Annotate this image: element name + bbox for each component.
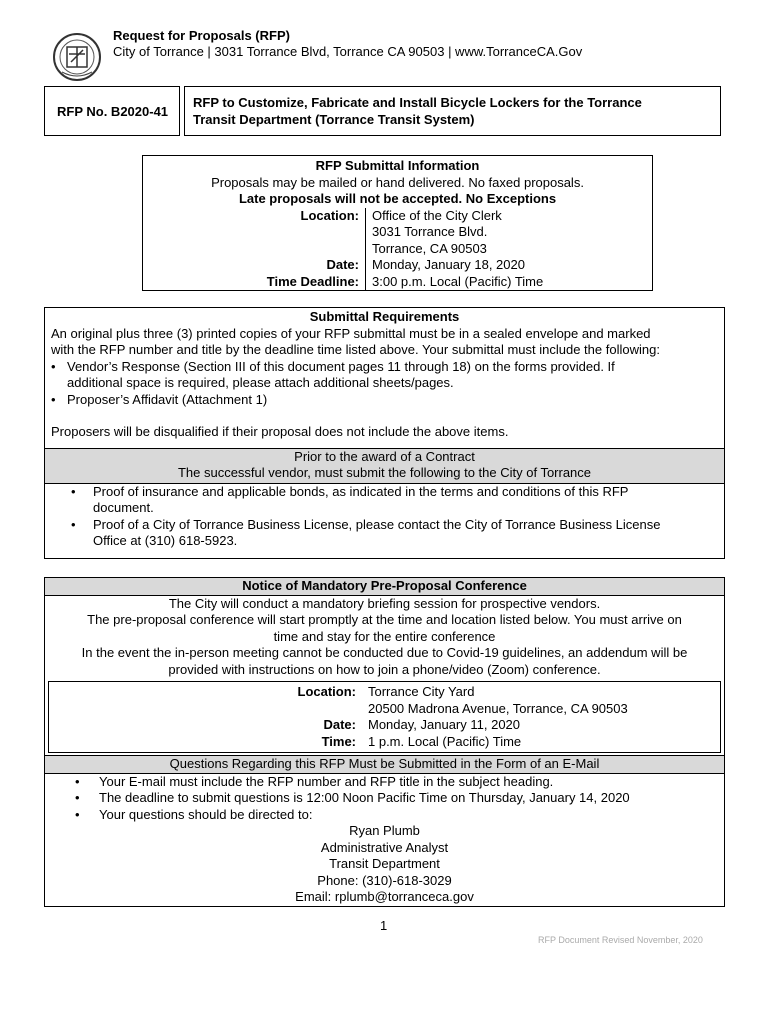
requirements-list <box>51 359 718 409</box>
conference-line5: provided with instructions on how to join a phone/video (Zoom) conference. <box>168 661 601 677</box>
submittal-deadline-label: Time Deadline: <box>266 273 359 289</box>
list-item <box>71 484 724 517</box>
requirements-box <box>44 307 725 559</box>
submittal-info-box <box>142 155 653 291</box>
conference-location-line: Torrance City Yard <box>368 684 475 699</box>
submittal-location-value <box>365 208 502 258</box>
conference-location-label: Location: <box>297 684 356 699</box>
conference-time-label: Time: <box>321 733 356 749</box>
questions-bullet: Your E-mail must include the RFP number and RFP title in the subject heading. <box>99 773 554 789</box>
submittal-location-label: Location: <box>300 207 359 223</box>
award-list <box>45 484 724 550</box>
submittal-location-row <box>143 208 652 258</box>
list-item <box>51 359 718 392</box>
award-heading-line2: The successful vendor, must submit the following to the City of Torrance <box>177 465 592 480</box>
conference-date-label: Date: <box>323 717 356 732</box>
bullet-icon: • <box>75 773 80 789</box>
bullet-icon: • <box>51 391 56 407</box>
conference-heading: Notice of Mandatory Pre-Proposal Conference <box>45 578 724 596</box>
page-number: 1 <box>380 918 388 933</box>
award-bullet2-line1: Proof of a City of Torrance Business License, please contact the City of Torrance Business License <box>93 516 661 532</box>
conference-location-line: 20500 Madrona Avenue, Torrance, CA 90503 <box>368 700 628 716</box>
rfp-title-box <box>184 86 721 136</box>
submittal-date-row <box>143 257 652 274</box>
conference-location-row <box>49 684 720 717</box>
header-subtitle: City of Torrance | 3031 Torrance Blvd, Torrance CA 90503 | www.TorranceCA.Gov <box>113 44 583 59</box>
contact-name: Ryan Plumb <box>349 823 420 838</box>
requirements-disqualify: Proposers will be disqualified if their proposal does not include the above items. <box>51 424 509 439</box>
conference-date-row <box>49 717 720 734</box>
revised-note: RFP Document Revised November, 2020 <box>538 935 703 945</box>
contact-email[interactable]: Email: rplumb@torranceca.gov <box>295 889 474 904</box>
contact-block <box>45 823 724 906</box>
list-item <box>75 807 724 824</box>
conference-line3: time and stay for the entire conference <box>273 628 496 644</box>
conference-line4: In the event the in-person meeting cannot be conducted due to Covid-19 guidelines, an addendum will be <box>81 645 688 660</box>
bullet-icon: • <box>75 806 80 822</box>
bullet-icon: • <box>51 358 56 374</box>
submittal-info-heading: RFP Submittal Information <box>315 158 480 173</box>
conference-date-value: Monday, January 11, 2020 <box>368 717 521 732</box>
list-item <box>71 517 724 550</box>
bullet-icon: • <box>75 790 80 805</box>
list-item <box>75 774 724 791</box>
list-item <box>75 790 724 807</box>
submittal-location-line: 3031 Torrance Blvd. <box>372 224 488 239</box>
conference-location-value <box>362 684 628 717</box>
requirements-heading: Submittal Requirements <box>309 309 460 324</box>
questions-list <box>45 774 724 824</box>
submittal-date-value: Monday, January 18, 2020 <box>365 257 525 274</box>
submittal-deadline-value: 3:00 p.m. Local (Pacific) Time <box>365 274 543 291</box>
requirements-para-line1: An original plus three (3) printed copies of your RFP submittal must be in a sealed envelope and marked <box>51 325 651 341</box>
bullet-icon: • <box>71 516 76 532</box>
rfp-title-line2: Transit Department (Torrance Transit System) <box>193 112 475 127</box>
submittal-info-line1: Proposals may be mailed or hand delivered. No faxed proposals. <box>211 174 584 190</box>
rfp-number-box <box>44 86 180 136</box>
contact-title: Administrative Analyst <box>320 839 449 855</box>
submittal-location-line: Torrance, CA 90503 <box>372 240 487 256</box>
conference-line1: The City will conduct a mandatory briefing session for prospective vendors. <box>168 595 601 611</box>
award-heading-line1: Prior to the award of a Contract <box>294 448 475 464</box>
conference-box <box>44 577 725 907</box>
questions-bullet: The deadline to submit questions is 12:00 Noon Pacific Time on Thursday, January 14, 2020 <box>99 790 630 805</box>
submittal-info-line2: Late proposals will not be accepted. No Exceptions <box>238 191 557 206</box>
award-bullet1-line1: Proof of insurance and applicable bonds, as indicated in the terms and conditions of this RFP <box>93 483 629 499</box>
rfp-number: RFP No. B2020-41 <box>57 104 169 119</box>
submittal-date-label: Date: <box>326 257 359 272</box>
header-title: Request for Proposals (RFP) <box>113 28 290 43</box>
requirements-para-line2: with the RFP number and title by the deadline time listed above. Your submittal must include the following: <box>51 342 660 357</box>
requirements-bullet1-line1: Vendor’s Response (Section III of this document pages 11 through 18) on the forms provided. If <box>67 358 615 374</box>
conference-time-value: 1 p.m. Local (Pacific) Time <box>368 733 522 749</box>
list-item <box>51 392 718 409</box>
bullet-icon: • <box>71 483 76 499</box>
conference-line2: The pre-proposal conference will start promptly at the time and location listed below. You must arrive on <box>87 612 682 627</box>
questions-bullet: Your questions should be directed to: <box>99 806 313 822</box>
rfp-title-line1: RFP to Customize, Fabricate and Install Bicycle Lockers for the Torrance <box>193 95 642 110</box>
contact-department: Transit Department <box>329 856 440 871</box>
conference-time-row <box>49 734 720 751</box>
questions-heading: Questions Regarding this RFP Must be Submitted in the Form of an E-Mail <box>45 755 724 774</box>
conference-details-box <box>48 681 721 753</box>
submittal-location-line: Office of the City Clerk <box>372 207 502 223</box>
requirements-bullet2: Proposer’s Affidavit (Attachment 1) <box>67 391 268 407</box>
award-bullet1-line2: document. <box>93 500 154 515</box>
contact-phone: Phone: (310)-618-3029 <box>317 872 452 888</box>
submittal-deadline-row <box>143 274 652 291</box>
award-heading-band <box>45 448 724 484</box>
requirements-bullet1-line2: additional space is required, please attach additional sheets/pages. <box>67 375 454 390</box>
award-bullet2-line2: Office at (310) 618-5923. <box>93 533 238 548</box>
city-seal-logo <box>52 32 102 82</box>
